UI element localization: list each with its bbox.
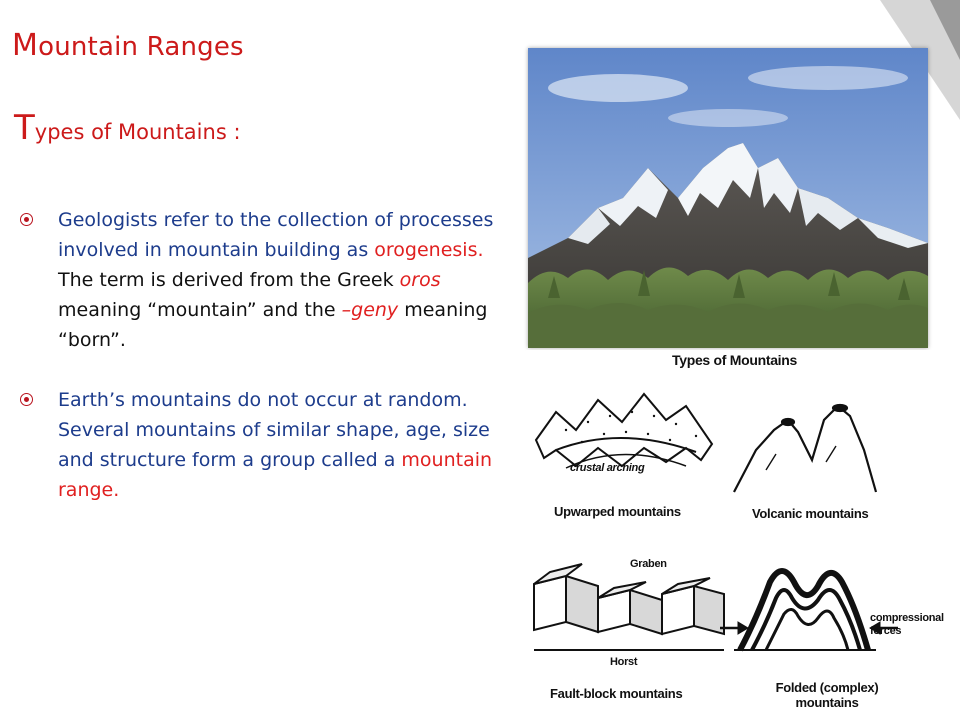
bullet-list — [20, 205, 510, 535]
mountain-photo — [528, 48, 928, 348]
upwarped-mountains-label: Upwarped mountains — [554, 504, 681, 519]
folded-mountains-drawing — [720, 571, 898, 650]
volcanic-mountains-drawing — [734, 405, 876, 492]
folded-mountains-label — [762, 680, 892, 710]
mountain-photo-illustration — [528, 48, 928, 348]
mountain-types-drawings — [526, 350, 938, 720]
compressional-forces-label — [870, 612, 944, 638]
graben-label: Graben — [630, 558, 667, 570]
bullet-term-orogenesis: orogenesis. — [374, 239, 484, 261]
subtitle-rest: ypes of Mountains : — [34, 120, 241, 144]
fault-block-mountains-drawing — [534, 564, 724, 650]
slide-title-rest: ountain Ranges — [38, 32, 244, 62]
bullet-text-segment: Geologists refer to the collection of processes involved in mountain building as — [58, 209, 494, 261]
bullet-mountain-range — [20, 385, 510, 505]
slide-title-initial: M — [12, 28, 39, 63]
slide-title — [12, 28, 244, 63]
mountain-types-diagram — [526, 350, 944, 720]
upwarped-mountains-drawing — [536, 394, 712, 468]
compressional-label-line-2: forces — [870, 625, 902, 637]
bullet-term-geny: –geny — [341, 299, 399, 321]
bullet-orogenesis — [20, 205, 510, 355]
bullet-marker-icon — [20, 393, 33, 406]
bullet-text-segment: meaning “born”. — [58, 299, 488, 351]
crustal-arching-label: crustal arching — [570, 462, 645, 474]
bullet-text-segment: meaning “mountain” and the — [58, 299, 342, 321]
volcanic-mountains-label: Volcanic mountains — [752, 506, 869, 521]
bullet-text-segment: Earth’s mountains do not occur at random. Several mountains of similar shape, age, size and structure form a group called a — [58, 389, 490, 471]
folded-label-line-1: Folded (complex) — [775, 680, 879, 695]
diagram-heading: Types of Mountains — [672, 352, 798, 368]
section-subtitle — [14, 108, 241, 148]
folded-label-line-2: mountains — [795, 695, 859, 710]
compressional-label-line-1: compressional — [870, 612, 944, 624]
bullet-marker-icon — [20, 213, 33, 226]
bullet-term-oros: oros — [399, 269, 441, 291]
horst-label: Horst — [610, 656, 638, 668]
bullet-text-segment: The term is derived from the Greek — [58, 269, 400, 291]
bullet-term-mountain-range: mountain range. — [58, 449, 493, 501]
fault-block-mountains-label: Fault-block mountains — [550, 686, 683, 701]
subtitle-initial: T — [14, 108, 35, 148]
